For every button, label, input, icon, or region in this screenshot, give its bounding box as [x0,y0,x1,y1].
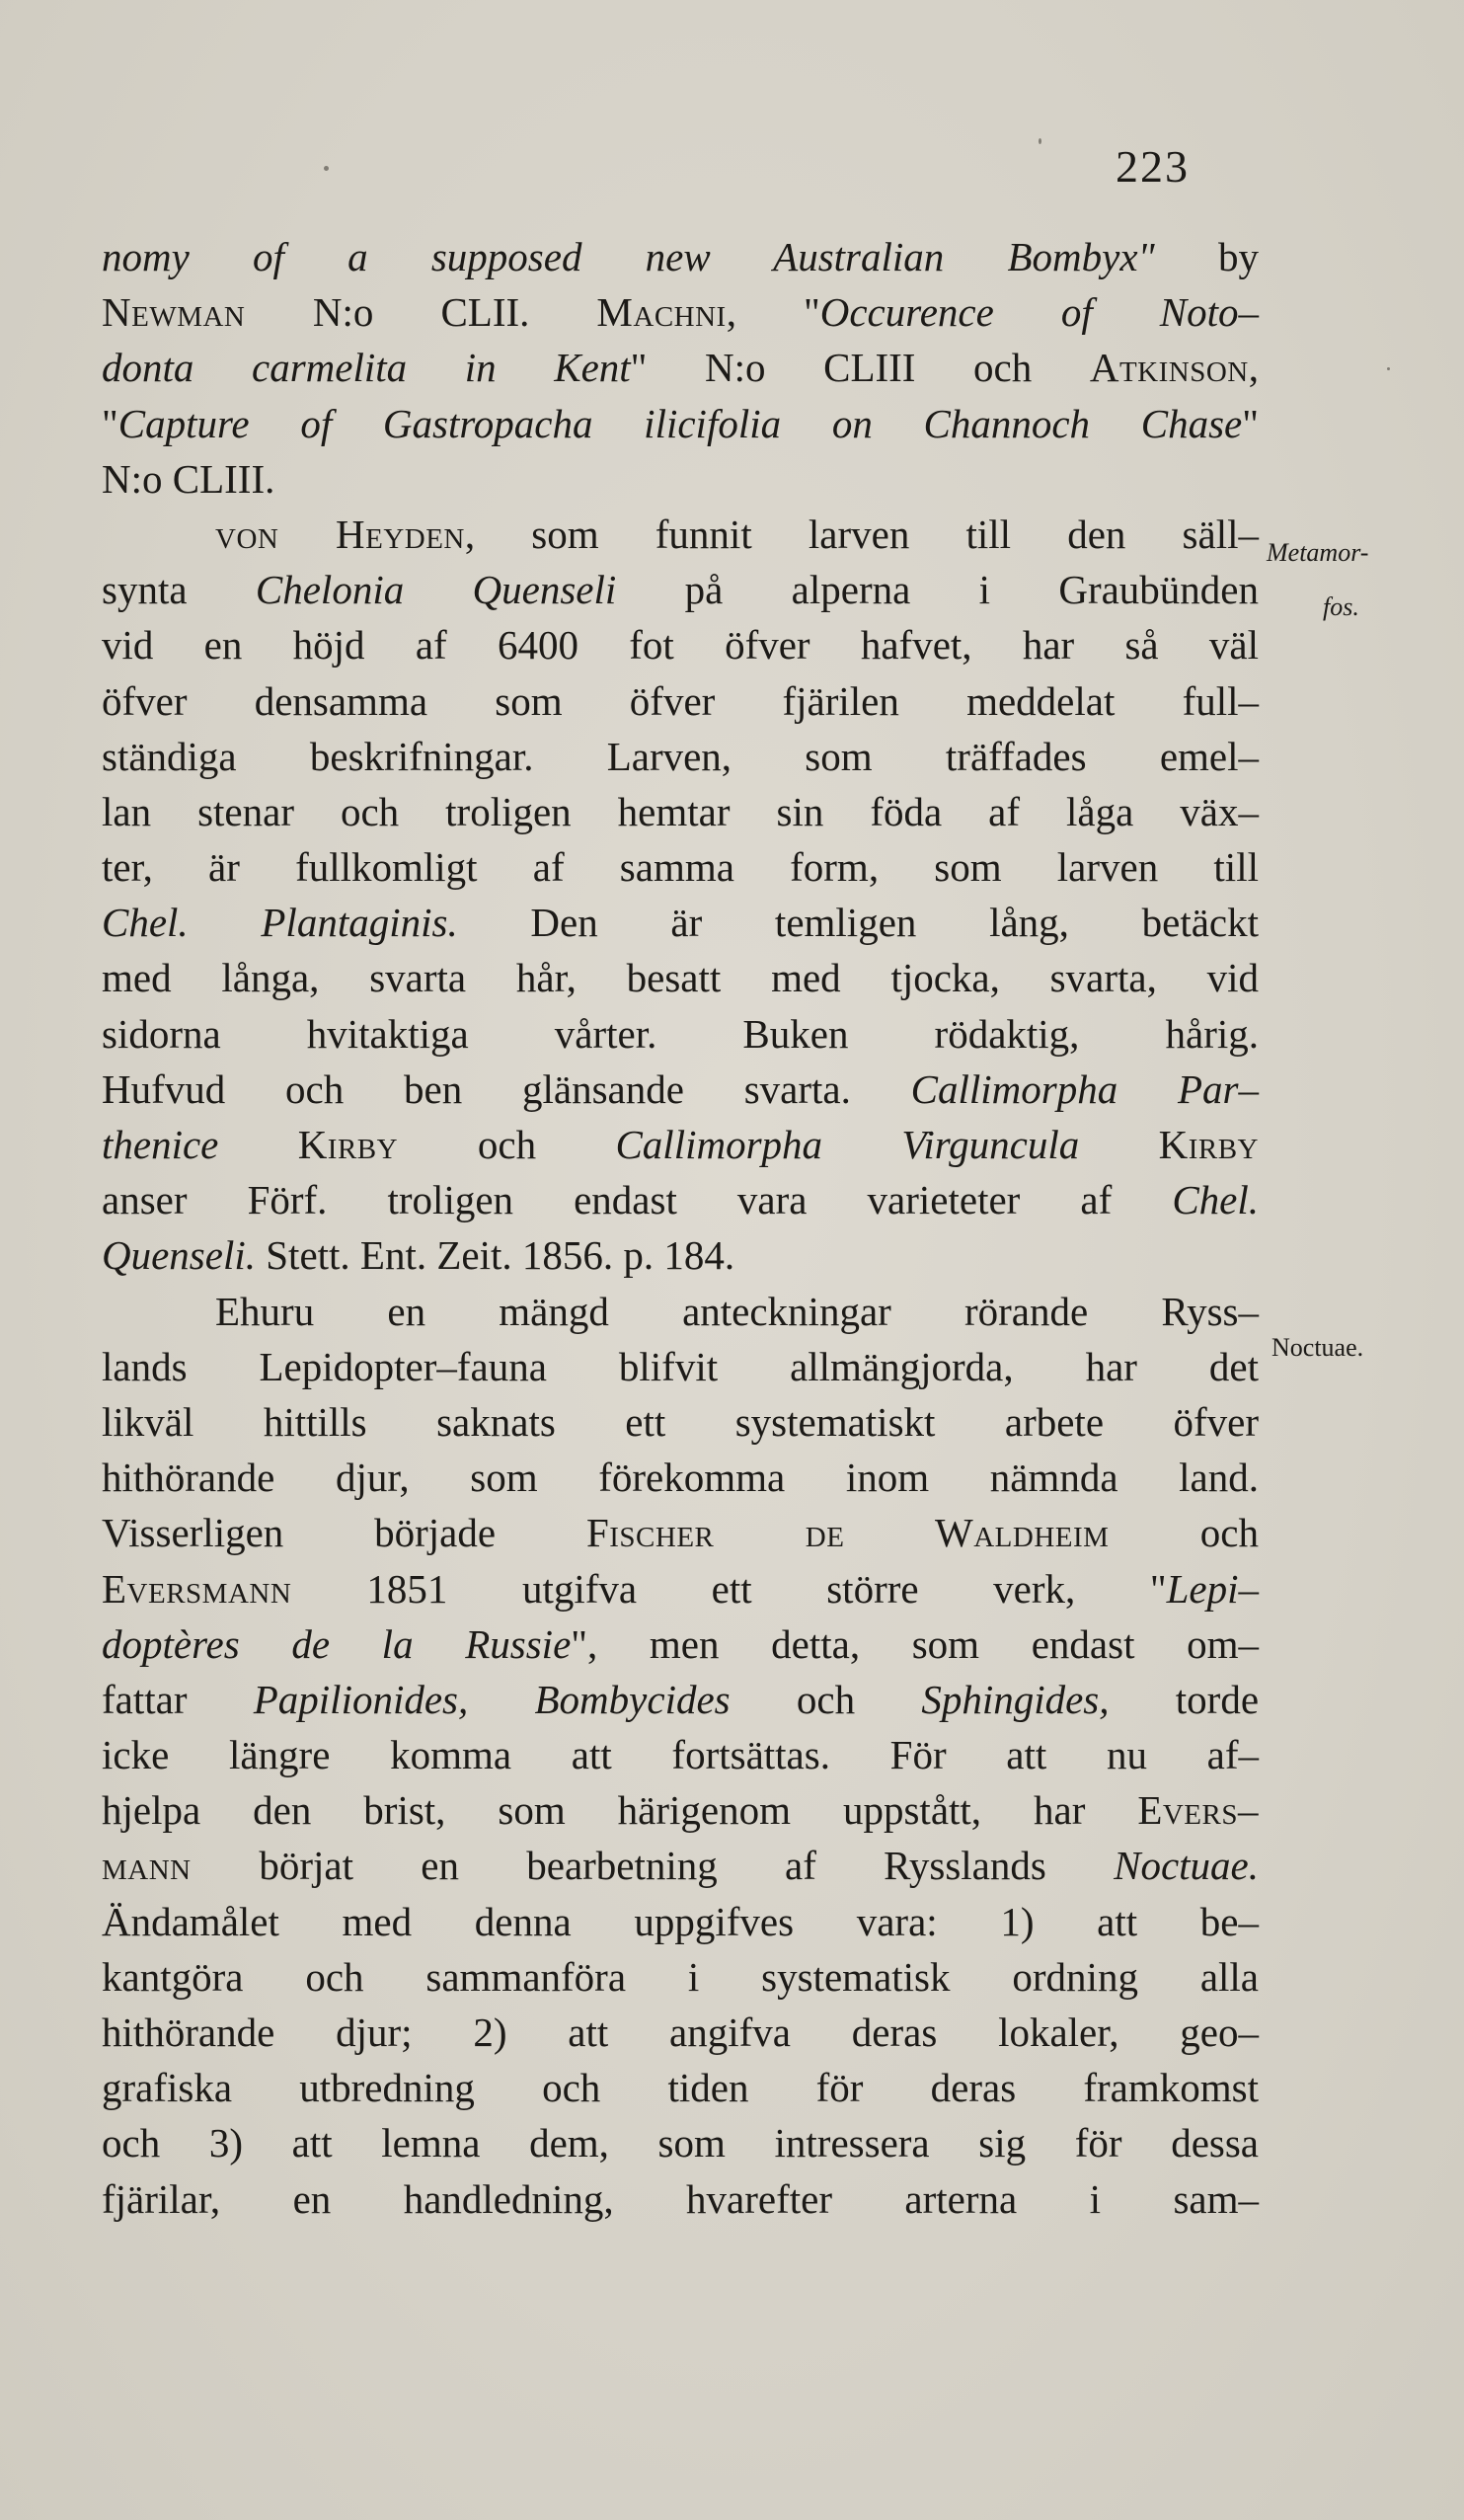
text-line [102,895,1259,950]
small-caps-name: Kirby [297,1122,478,1167]
text-run: kantgöra och sammanföra i systematisk ordning alla [102,1953,1259,2000]
italic-text: nomy of a supposed new Australian Bombyx" [102,234,1218,279]
italic-text: Chel. [1172,1177,1259,1223]
text-run: , [1248,345,1259,391]
text-run: " N:o CLIII och [630,345,1090,391]
text-run: Stett. Ent. Zeit. 1856. p. 184. [266,1232,735,1279]
small-caps-name: Fischer de Waldheim [585,1510,1200,1556]
text-run: hithörande djur; 2) att angifva deras lokaler, geo– [102,2009,1259,2055]
text-run: lands Lepidopter–fauna blifvit allmängjorda, har det [102,1343,1259,1389]
italic-text: Sphingides, [921,1676,1176,1722]
italic-text: Chel. Plantaginis. [102,900,531,946]
text-line [102,1117,1259,1172]
text-line [102,2060,1259,2115]
text-run: öfver densamma som öfver fjärilen meddelat full– [102,677,1259,724]
text-line [102,1339,1259,1394]
text-run: N:o CLIII. [102,455,275,502]
text-run: fattar [102,1676,254,1722]
text-line [102,1672,1259,1727]
italic-text: Papilionides, Bombycides [253,1676,797,1722]
margin-note-metamorfos: Metamor- [1267,538,1369,567]
text-line [102,1006,1259,1062]
text-run: " [1242,400,1259,446]
paper-speck [324,166,329,171]
text-line [102,396,1259,451]
text-run: ", men detta, som endast om– [571,1620,1260,1667]
text-line [102,1227,1259,1283]
text-run: vid en höjd af 6400 fot öfver hafvet, har så väl [102,622,1259,669]
text-run: N:o CLII. [312,289,597,336]
text-line [102,673,1259,729]
italic-text: Chelonia Quenseli [255,567,685,613]
text-run: med långa, svarta hår, besatt med tjocka, svarta, vid [102,955,1259,1001]
text-run: ter, är fullkomligt af samma form, som larven till [102,844,1259,891]
text-line [102,451,1259,507]
text-run: likväl hittills saknats ett systematiskt arbete öfver [102,1398,1259,1445]
text-run: hjelpa den brist, som härigenom uppstått, har [102,1787,1138,1834]
text-line [102,562,1259,617]
text-line [102,784,1259,839]
text-line [102,1505,1259,1560]
text-run: anser Förf. troligen endast vara varieteter af [102,1177,1173,1223]
text-run: torde [1175,1676,1260,1722]
small-caps-name: Evers– [1137,1787,1259,1834]
italic-text: thenice [102,1122,298,1167]
text-run: lan stenar och troligen hemtar sin föda af låga väx– [102,788,1259,834]
text-line [102,284,1259,340]
text-run: och [1199,1510,1259,1556]
text-run: och [796,1676,922,1722]
small-caps-name: von Heyden [215,511,465,557]
text-line [102,1782,1259,1838]
italic-text: Callimorpha Virguncula [615,1122,1159,1167]
text-line [102,1894,1259,1949]
text-run: Ändamålet med denna uppgifves vara: 1) att be– [102,1898,1259,1944]
small-caps-name: Atkinson [1089,345,1249,391]
text-line [102,1062,1259,1117]
paper-speck [1039,138,1041,144]
text-run: fjärilar, en handledning, hvarefter arterna i sam– [102,2175,1259,2222]
paper-speck [1387,367,1390,370]
text-line [102,1284,1259,1339]
text-run: , som funnit larven till den säll– [464,511,1259,557]
small-caps-name: Eversmann [102,1565,367,1612]
text-run: icke längre komma att fortsättas. För att nu af– [102,1732,1259,1778]
text-line [102,1949,1259,2005]
margin-note-noctuae: Noctuae. [1271,1333,1364,1362]
text-line [102,1838,1259,1893]
text-line [102,340,1259,395]
text-line [102,1616,1259,1672]
text-line [102,2171,1259,2227]
text-run: sidorna hvitaktiga vårter. Buken rödaktig, hårig. [102,1010,1259,1057]
text-line [102,1172,1259,1227]
small-caps-name: Newman [102,289,313,336]
small-caps-name: mann [102,1843,260,1889]
italic-text: donta carmelita in Kent [102,345,631,391]
italic-text: Noctuae. [1114,1843,1259,1889]
italic-text: doptères de la Russie [102,1620,572,1667]
page-number: 223 [1116,141,1190,192]
text-line [102,1394,1259,1450]
text-run: , " [726,289,820,336]
text-run: synta [102,567,256,613]
small-caps-name: Kirby [1158,1122,1259,1167]
text-line [102,2115,1259,2170]
text-run: på alperna i Graubünden [684,567,1260,613]
text-run: och [477,1122,616,1167]
small-caps-name: Machni [596,289,727,336]
text-line [102,729,1259,784]
italic-text: Occurence of Noto– [819,289,1259,336]
text-run: börjat en bearbetning af Rysslands [259,1843,1115,1889]
text-line [102,2005,1259,2060]
text-run: Visserligen började [102,1510,586,1556]
text-line [102,1561,1259,1616]
text-line [102,839,1259,895]
text-run: Den är temligen lång, betäckt [530,900,1259,946]
margin-note-metamorfos-cont: fos. [1323,592,1359,621]
text-run: by [1218,234,1259,279]
text-run: Hufvud och ben glänsande svarta. [102,1065,911,1112]
body-text [102,229,1259,2227]
text-run: " [102,400,118,446]
text-run: grafiska utbredning och tiden för deras framkomst [102,2065,1259,2111]
text-line [102,229,1259,284]
text-line [102,1727,1259,1782]
text-line [102,617,1259,672]
italic-text: Callimorpha Par– [910,1065,1259,1112]
text-line [102,950,1259,1005]
text-line [102,1450,1259,1505]
text-line [102,507,1259,562]
italic-text: Capture of Gastropacha ilicifolia on Channoch Chase [117,400,1243,446]
italic-text: Lepi– [1166,1565,1259,1612]
text-run: hithörande djur, som förekomma inom nämnda land. [102,1455,1259,1501]
text-run: och 3) att lemna dem, som intressera sig för dessa [102,2120,1259,2166]
text-run: ständiga beskrifningar. Larven, som träffades emel– [102,733,1259,779]
text-run: Ehuru en mängd anteckningar rörande Ryss– [215,1288,1259,1334]
text-run: 1851 utgifva ett större verk, " [366,1565,1167,1612]
italic-text: Quenseli. [102,1232,267,1279]
